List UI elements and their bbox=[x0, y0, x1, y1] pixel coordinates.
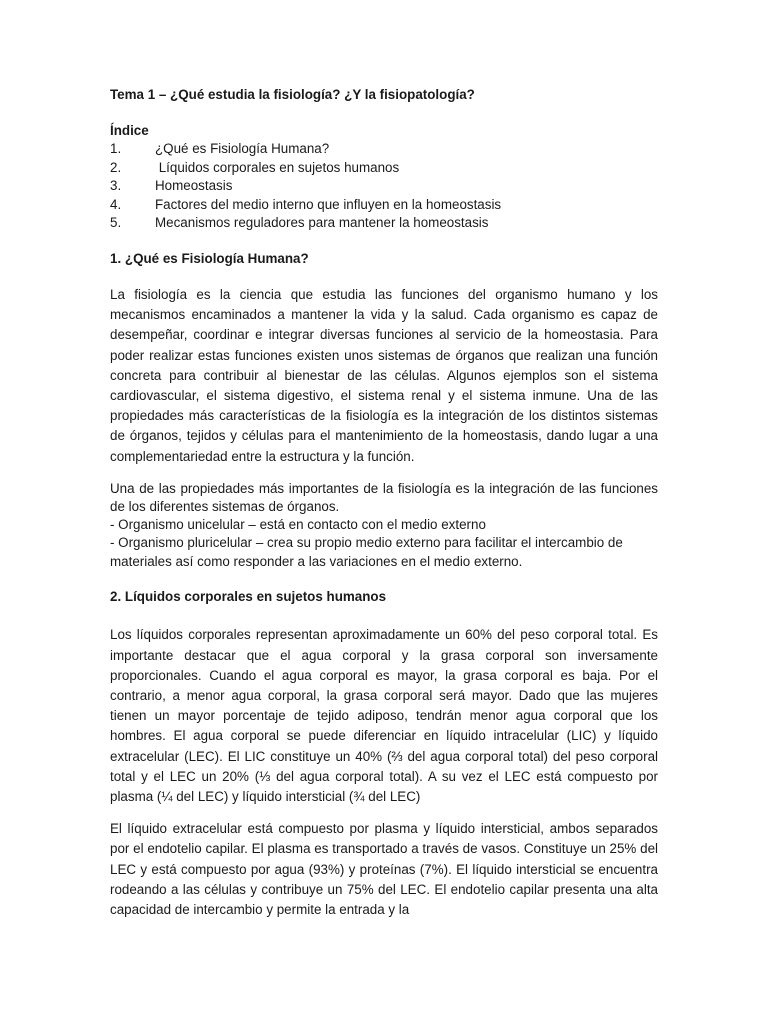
index-list bbox=[110, 140, 658, 233]
section-1-heading: 1. ¿Qué es Fisiología Humana? bbox=[110, 250, 309, 266]
index-item bbox=[110, 140, 658, 159]
index-item-number: 3. bbox=[110, 178, 122, 193]
bullet-unicellular: - Organismo unicelular – está en contacto con el medio externo bbox=[110, 517, 486, 533]
section-1-paragraph-2-intro: Una de las propiedades más importantes de la fisiología es la integración de las funciones de los diferentes sistemas de órganos. bbox=[110, 480, 658, 515]
index-item bbox=[110, 214, 658, 233]
section-2-paragraph-2: El líquido extracelular está compuesto por plasma y líquido intersticial, ambos separados por el endotelio capilar. El plasma es transportado a través de vasos. Constituye un 25% del LEC y está compuesto por agua (93%) y proteínas (7%). El líquido intersticial se encuentra rodeando a las células y contribuye un 75% del LEC. El endotelio capilar presenta una alta capacidad de intercambio y permite la entrada y la bbox=[110, 821, 658, 917]
index-item-number: 5. bbox=[110, 215, 122, 230]
document-title: Tema 1 – ¿Qué estudia la fisiología? ¿Y la fisiopatología? bbox=[110, 87, 475, 102]
index-item-text: Mecanismos reguladores para mantener la homeostasis bbox=[155, 215, 489, 230]
index-item-number: 2. bbox=[110, 159, 122, 175]
index-item bbox=[110, 159, 658, 178]
section-2-heading: 2. Líquidos corporales en sujetos humanos bbox=[110, 588, 387, 604]
section-2-paragraph-1: Los líquidos corporales representan aproximadamente un 60% del peso corporal total. Es importante destacar que el agua corporal y la grasa corporal son inversamente proporcionales. Cuando el agua corporal es mayor, la grasa corporal es baja. Por el contrario, a menor agua corporal, la grasa corporal será mayor. Dado que las mujeres tienen un mayor porcentaje de tejido adiposo, tendrán menor agua corporal que los hombres. El agua corporal se puede diferenciar en líquido intracelular (LIC) y líquido extracelular (LEC). El LIC constituye un 40% (⅔ del agua corporal total) del peso corporal total y el LEC un 20% (⅓ del agua corporal total). A su vez el LEC está compuesto por plasma (¼ del LEC) y líquido intersticial (¾ del LEC) bbox=[110, 627, 658, 804]
bullet-multicellular: - Organismo pluricelular – crea su propio medio externo para facilitar el intercambio de materiales así como responder a las variaciones en el medio externo. bbox=[110, 535, 623, 569]
index-item bbox=[110, 177, 658, 196]
index-item-text: ¿Qué es Fisiología Humana? bbox=[155, 141, 330, 156]
index-item bbox=[110, 196, 658, 215]
index-item-number: 1. bbox=[110, 141, 122, 156]
section-1-paragraph-2 bbox=[110, 480, 658, 571]
index-item-text: Líquidos corporales en sujetos humanos bbox=[155, 159, 400, 175]
index-heading: Índice bbox=[110, 122, 149, 138]
section-1-paragraph-1: La fisiología es la ciencia que estudia las funciones del organismo humano y los mecanismos encaminados a mantener la vida y la salud. Cada organismo es capaz de desempeñar, coordinar e integrar diversas funciones al servicio de la homeostasia. Para poder realizar estas funciones existen unos sistemas de órganos que realizan una función concreta para contribuir al bienestar de las células. Algunos ejemplos son el sistema cardiovascular, el sistema digestivo, el sistema renal y el sistema inmune. Una de las propiedades más características de la fisiología es la integración de los distintos sistemas de órganos, tejidos y células para el mantenimiento de la homeostasis, dando lugar a una complementariedad entre la estructura y la función. bbox=[110, 287, 658, 464]
index-item-text: Homeostasis bbox=[155, 178, 233, 193]
index-item-text: Factores del medio interno que influyen en la homeostasis bbox=[155, 196, 502, 212]
index-item-number: 4. bbox=[110, 196, 122, 212]
